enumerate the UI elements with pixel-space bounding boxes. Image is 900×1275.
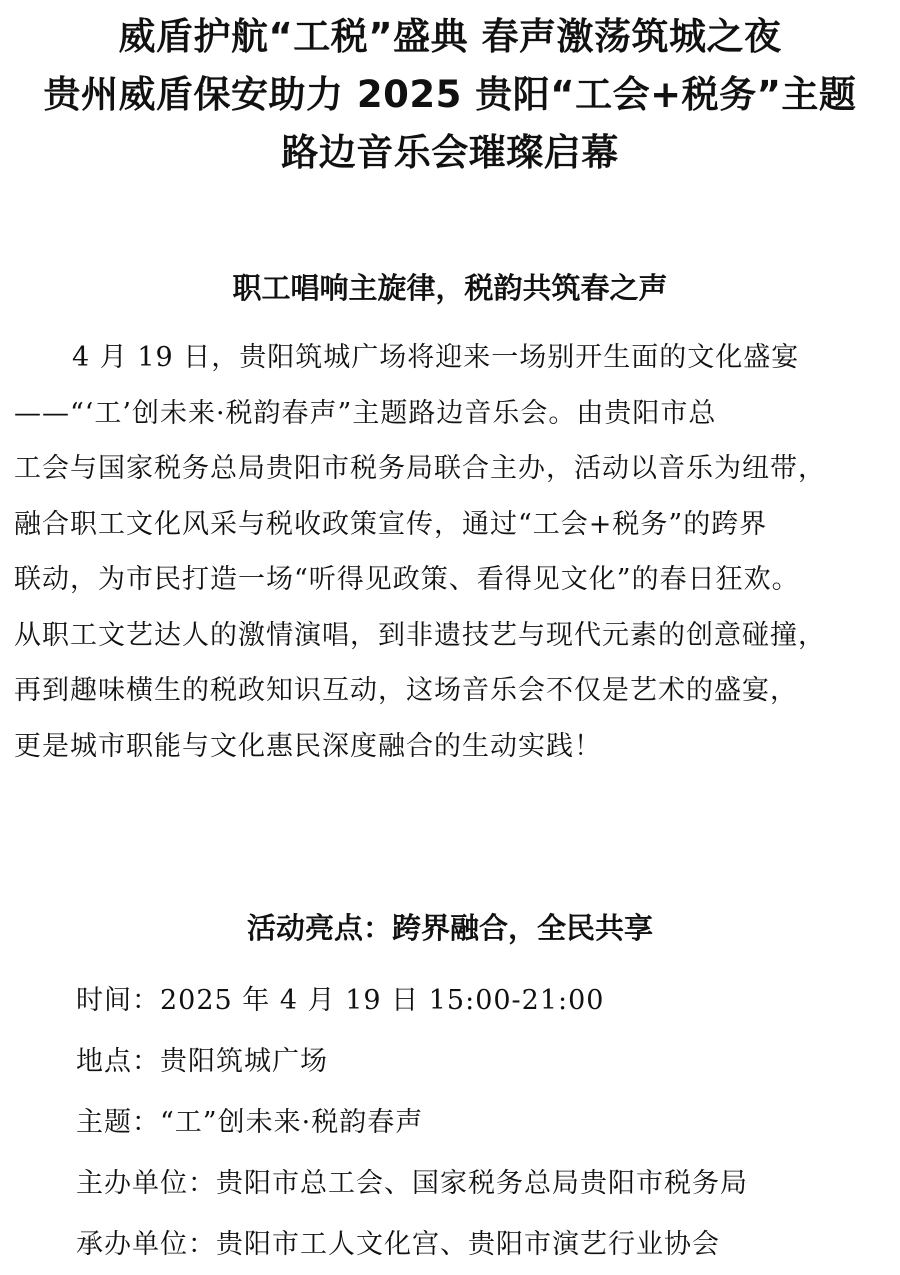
paragraph-line: 4 月 19 日，贵阳筑城广场将迎来一场别开生面的文化盛宴 <box>72 342 800 373</box>
paragraph-line: 融合职工文化风采与税收政策宣传，通过“工会+税务”的跨界 <box>14 508 768 540</box>
paragraph-line: ——“‘工’创未来·税韵春声”主题路边音乐会。由贵阳市总 <box>14 397 717 429</box>
title-line-2: 贵州威盾保安助力 2025 贵阳“工会+税务”主题 <box>43 73 857 116</box>
paragraph-line: 从职工文艺达人的激情演唱，到非遗技艺与现代元素的创意碰撞， <box>14 619 826 651</box>
event-info-list <box>76 970 876 1275</box>
event-location: 地点：贵阳筑城广场 <box>76 1046 328 1077</box>
paragraph-line: 联动，为市民打造一场“听得见政策、看得见文化”的春日狂欢。 <box>14 564 800 595</box>
event-organizers: 主办单位：贵阳市总工会、国家税务总局贵阳市税务局 <box>76 1168 748 1199</box>
document-title <box>0 8 900 182</box>
paragraph-line: 工会与国家税务总局贵阳市税务局联合主办，活动以音乐为纽带， <box>14 453 826 484</box>
event-theme: 主题：“工”创未来·税韵春声 <box>76 1107 424 1138</box>
event-time: 时间：2025 年 4 月 19 日 15:00-21:00 <box>76 985 605 1016</box>
title-line-1: 威盾护航“工税”盛典 春声激荡筑城之夜 <box>118 15 782 58</box>
section-heading-intro: 职工唱响主旋律，税韵共筑春之声 <box>232 271 668 305</box>
paragraph-line: 再到趣味横生的税政知识互动，这场音乐会不仅是艺术的盛宴， <box>14 675 798 706</box>
section-heading-highlights: 活动亮点：跨界融合，全民共享 <box>246 911 653 945</box>
title-line-3: 路边音乐会璀璨启幕 <box>281 131 619 174</box>
event-co-organizers: 承办单位：贵阳市工人文化宫、贵阳市演艺行业协会 <box>76 1229 720 1260</box>
paragraph-line: 更是城市职能与文化惠民深度融合的生动实践！ <box>14 730 602 762</box>
intro-paragraph <box>14 330 890 774</box>
